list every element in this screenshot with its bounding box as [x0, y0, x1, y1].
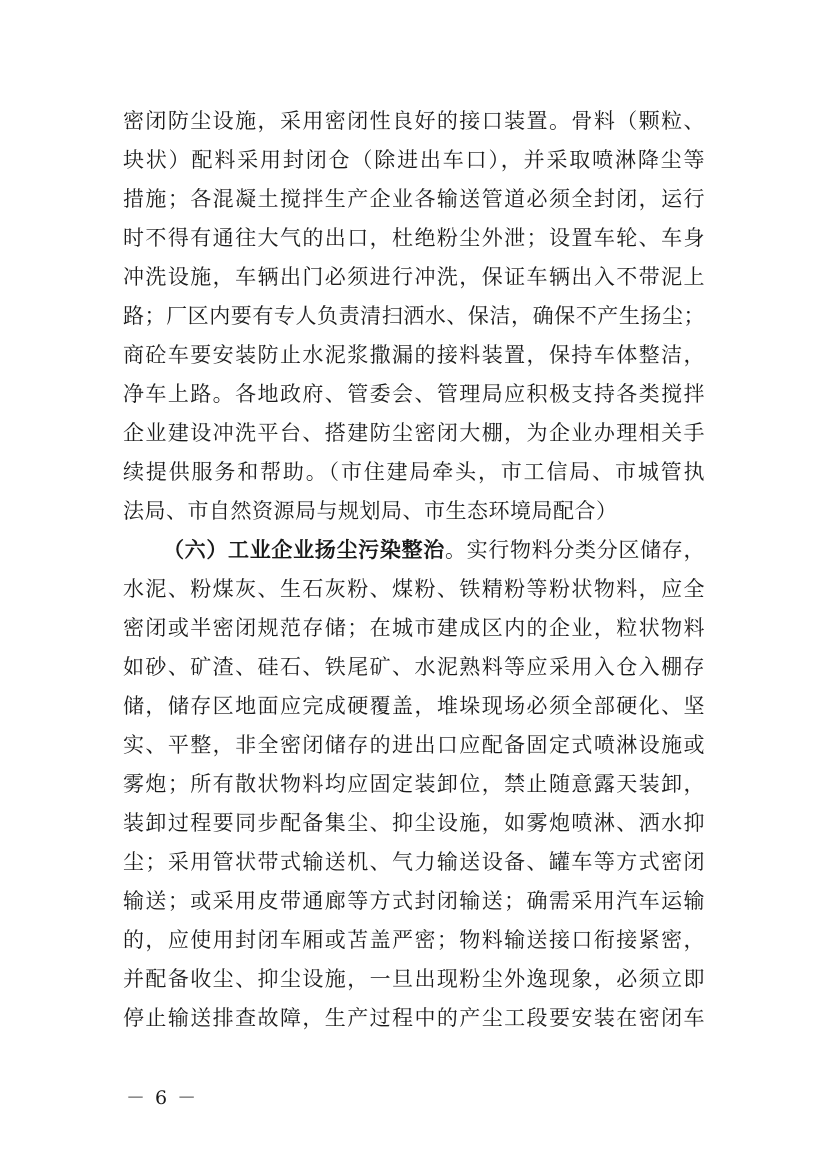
- text-line: 的，应使用封闭车厢或苫盖严密；物料输送接口衔接紧密，: [123, 928, 705, 952]
- paragraph-first-line: [123, 531, 705, 570]
- text-line: 路；厂区内要有专人负责清扫洒水、保洁，确保不产生扬尘；: [123, 304, 705, 328]
- body-text: [123, 102, 705, 1038]
- text-run: 。实行物料分类分区储存，: [444, 538, 705, 562]
- text-line: 密闭或半密闭规范存储；在城市建成区内的企业，粒状物料: [123, 616, 705, 640]
- text-line: 并配备收尘、抑尘设施，一旦出现粉尘外逸现象，必须立即: [123, 967, 705, 991]
- text-line: 实、平整，非全密闭储存的进出口应配备固定式喷淋设施或: [123, 733, 705, 757]
- text-line: 块状）配料采用封闭仓（除进出车口），并采取喷淋降尘等: [123, 148, 705, 172]
- text-line: 输送；或采用皮带通廊等方式封闭输送；确需采用汽车运输: [123, 889, 705, 913]
- text-line: 续提供服务和帮助。（市住建局牵头，市工信局、市城管执: [123, 460, 705, 484]
- paragraph-2: [123, 531, 705, 1038]
- text-line: 尘；采用管状带式输送机、气力输送设备、罐车等方式密闭: [123, 850, 705, 874]
- text-line: 停止输送排查故障，生产过程中的产尘工段要安装在密闭车: [123, 1006, 705, 1030]
- text-line: 净车上路。各地政府、管委会、管理局应积极支持各类搅拌: [123, 382, 705, 406]
- text-line: 装卸过程要同步配备集尘、抑尘设施，如雾炮喷淋、洒水抑: [123, 811, 705, 835]
- text-line: 雾炮；所有散状物料均应固定装卸位，禁止随意露天装卸，: [123, 772, 705, 796]
- text-line: 法局、市自然资源局与规划局、市生态环境局配合）: [123, 499, 618, 523]
- text-line: 水泥、粉煤灰、生石灰粉、煤粉、铁精粉等粉状物料，应全: [123, 577, 705, 601]
- text-line: 储，储存区地面应完成硬覆盖，堆垛现场必须全部硬化、坚: [123, 694, 705, 718]
- text-line: 如砂、矿渣、硅石、铁尾矿、水泥熟料等应采用入仓入棚存: [123, 655, 705, 679]
- page-number: － 6 －: [126, 1087, 199, 1109]
- section-heading: （六）工业企业扬尘污染整治: [163, 538, 445, 562]
- text-line: 密闭防尘设施，采用密闭性良好的接口装置。骨料（颗粒、: [123, 109, 705, 133]
- paragraph-1: [123, 102, 705, 531]
- text-line: 商砼车要安装防止水泥浆撒漏的接料装置，保持车体整洁，: [123, 343, 705, 367]
- text-line: 冲洗设施，车辆出门必须进行冲洗，保证车辆出入不带泥上: [123, 265, 705, 289]
- text-line: 措施；各混凝土搅拌生产企业各输送管道必须全封闭，运行: [123, 187, 705, 211]
- text-line: 时不得有通往大气的出口，杜绝粉尘外泄；设置车轮、车身: [123, 226, 705, 250]
- text-line: 企业建设冲洗平台、搭建防尘密闭大棚，为企业办理相关手: [123, 421, 705, 445]
